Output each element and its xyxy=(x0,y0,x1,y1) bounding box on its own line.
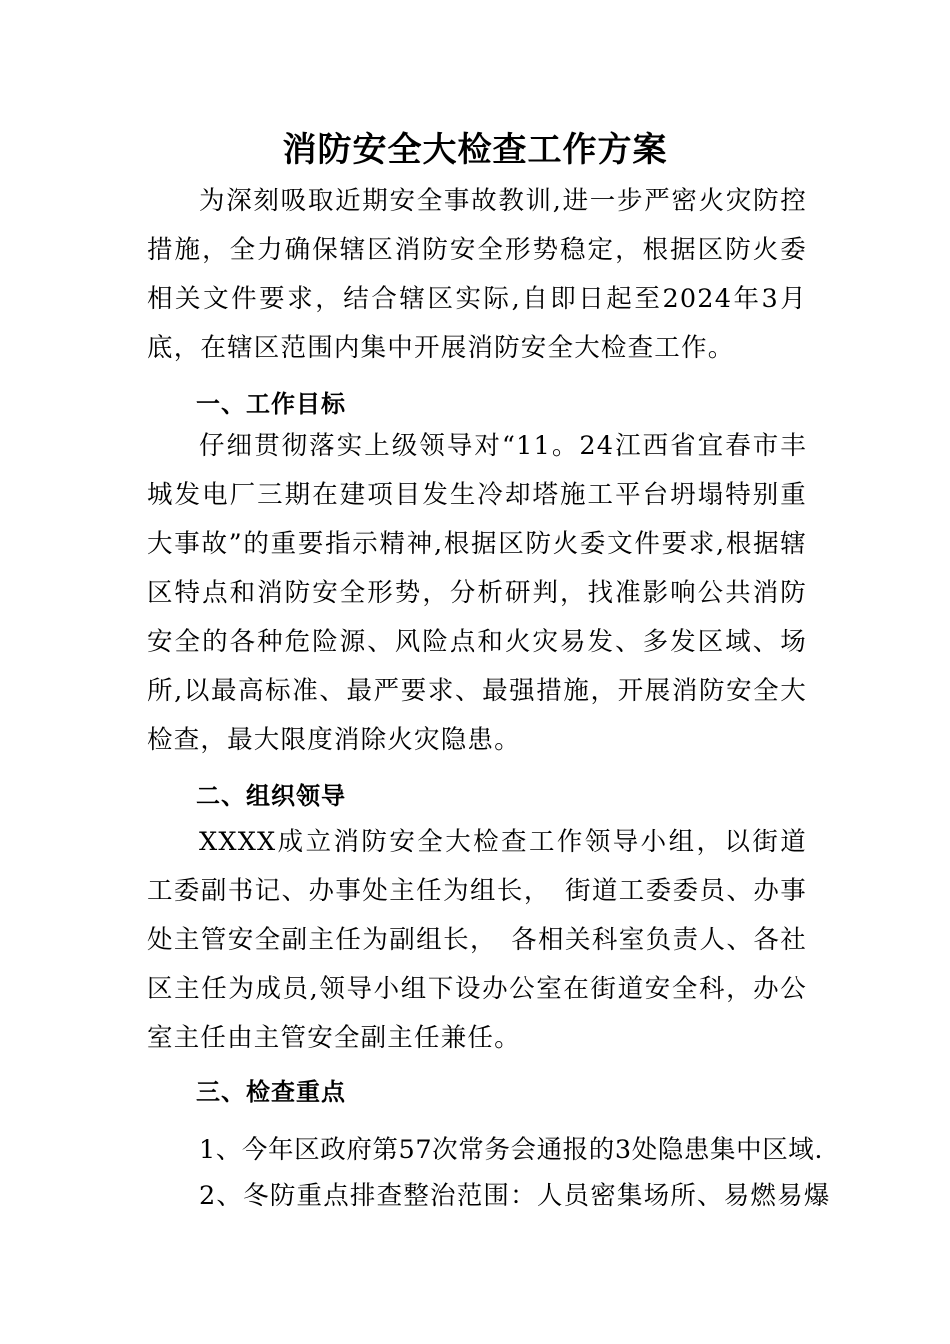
goals-paragraph: 仔细贯彻落实上级领导对“11。24江西省宜春市丰城发电厂三期在建项目发生冷却塔施工平台坍塌特别重大事故”的重要指示精神,根据区防火委文件要求,根据辖区特点和消防安全形势，分析研判，找准影响公共消防安全的各种危险源、风险点和火灾易发、多发区域、场所,以最高标准、最严要求、最强措施，开展消防安全大检查，最大限度消除火灾隐患。 xyxy=(147,431,807,755)
section-heading-organization: 二、组织领导 xyxy=(196,782,346,810)
organization-paragraph: XXXX成立消防安全大检查工作领导小组，以街道工委副书记、办事处主任为组长， 街道工委委员、办事处主管安全副主任为副组长， 各相关科室负责人、各社区主任为成员,领导小组下设办公室在街道安全科，办公室主任由主管安全副主任兼任。 xyxy=(147,827,807,1053)
section-heading-focus: 三、检查重点 xyxy=(196,1078,346,1106)
focus-item-2: 2、冬防重点排查整治范围：人员密集场所、易燃易爆 xyxy=(199,1181,831,1211)
intro-paragraph: 为深刻吸取近期安全事故教训,进一步严密火灾防控措施，全力确保辖区消防安全形势稳定，根据区防火委相关文件要求，结合辖区实际,自即日起至2024年3月底，在辖区范围内集中开展消防安全大检查工作。 xyxy=(147,186,807,363)
focus-item-1: 1、今年区政府第57次常务会通报的3处隐患集中区域. xyxy=(199,1135,824,1165)
section-heading-goals: 一、工作目标 xyxy=(196,390,346,418)
document-title: 消防安全大检查工作方案 xyxy=(282,130,668,170)
